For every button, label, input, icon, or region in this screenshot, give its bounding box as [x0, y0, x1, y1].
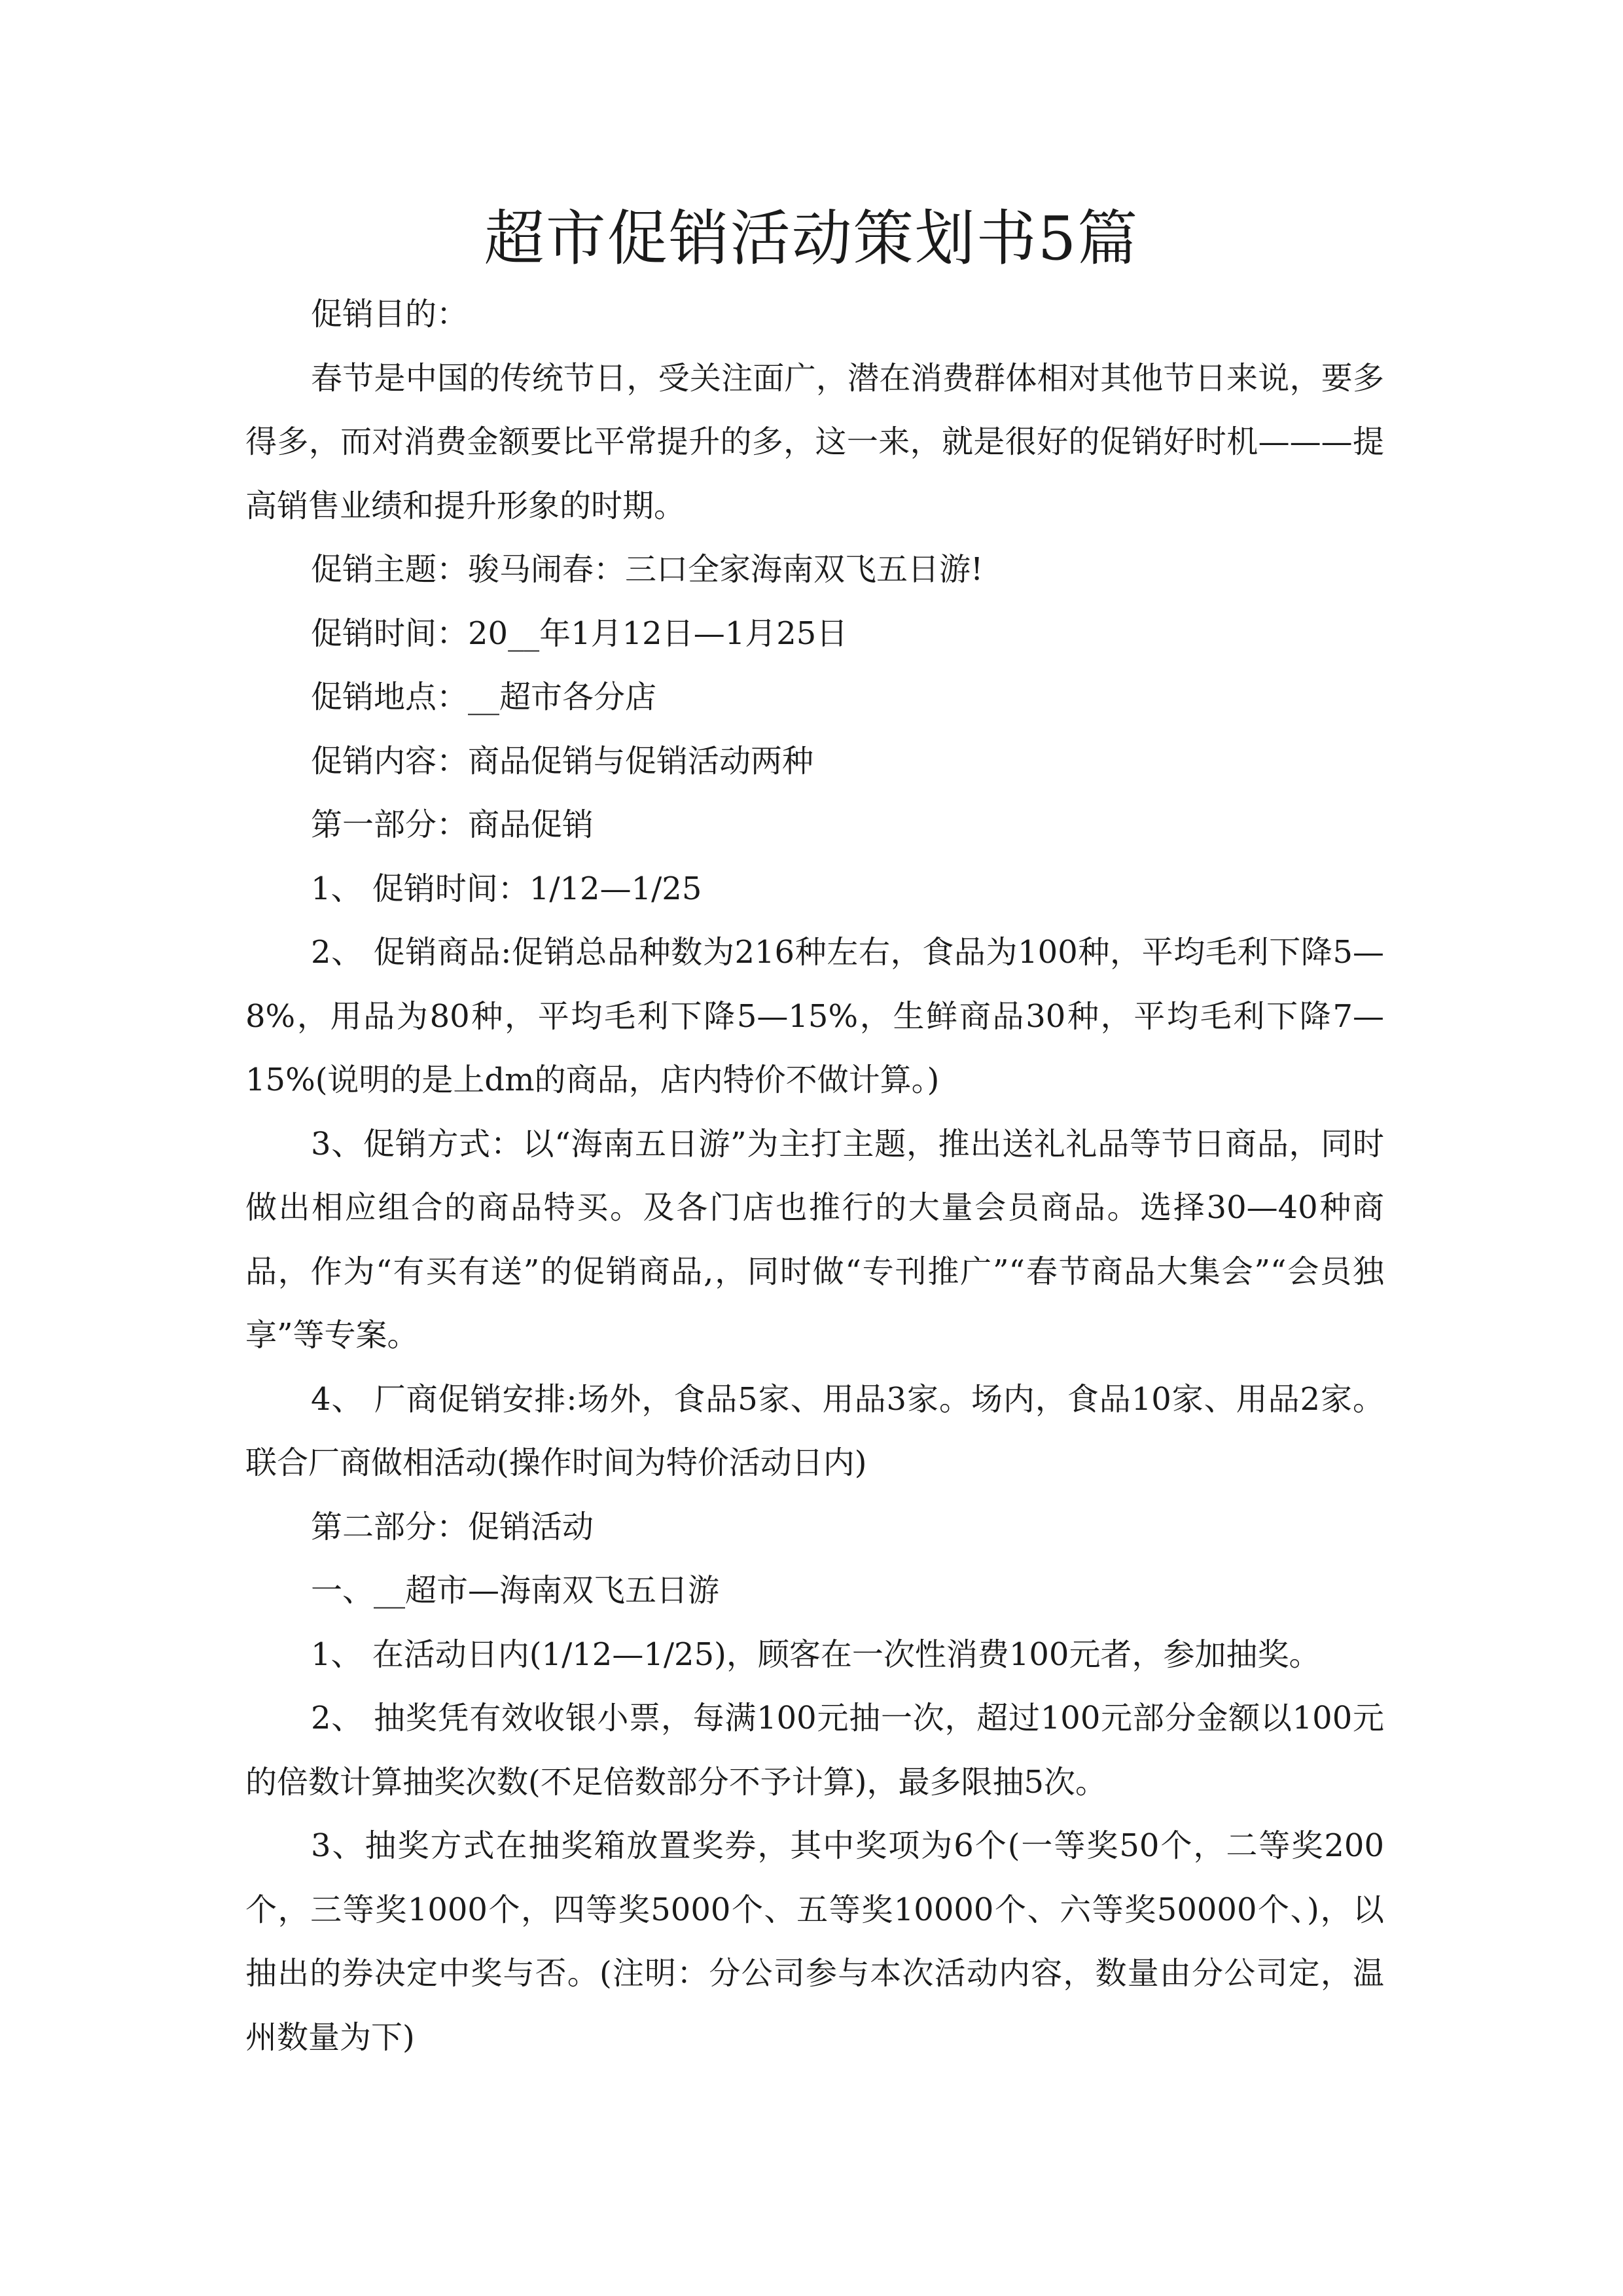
subsection-heading: 一、__超市—海南双飞五日游: [311, 1572, 720, 1609]
list-item: 1、 促销时间：1/12—1/25: [311, 870, 702, 907]
paragraph-theme: 促销主题：骏马闹春：三口全家海南双飞五日游!: [311, 551, 984, 588]
list-item: 3、促销方式：以“海南五日游”为主打主题，推出送礼礼品等节日商品，同时做出相应组合的商品特买。及各门店也推行的大量会员商品。选择30—40种商品，作为“有买有送”的促销商品,，同时做“专刊推广”“春节商品大集会”“会员独享”等专案。: [245, 1125, 1384, 1354]
list-item: 3、抽奖方式在抽奖箱放置奖券，其中奖项为6个(一等奖50个，二等奖200个，三等奖1000个，四等奖5000个、五等奖10000个、六等奖50000个、)，以抽出的券决定中奖与否。(注明：分公司参与本次活动内容，数量由分公司定，温州数量为下): [245, 1827, 1384, 2056]
document-title: 超市促销活动策划书5篇: [484, 204, 1139, 274]
paragraph-purpose-text: 春节是中国的传统节日，受关注面广，潜在消费群体相对其他节日来说，要多得多，而对消费金额要比平常提升的多，这一来，就是很好的促销好时机———提高销售业绩和提升形象的时期。: [245, 359, 1384, 524]
list-item: 4、 厂商促销安排:场外，食品5家、用品3家。场内，食品10家、用品2家。联合厂商做相活动(操作时间为特价活动日内): [245, 1380, 1384, 1481]
list-item: 2、 抽奖凭有效收银小票，每满100元抽一次，超过100元部分金额以100元的倍数计算抽奖次数(不足倍数部分不予计算)，最多限抽5次。: [245, 1700, 1384, 1801]
paragraph-location: 促销地点：__超市各分店: [311, 679, 657, 715]
paragraph-content: 促销内容：商品促销与促销活动两种: [311, 742, 814, 780]
paragraph-time: 促销时间：20__年1月12日—1月25日: [311, 615, 848, 652]
section-heading-part-two: 第二部分：促销活动: [311, 1508, 594, 1545]
document-body: [245, 283, 1384, 2070]
section-heading-part-one: 第一部分：商品促销: [311, 806, 594, 843]
list-item: 1、 在活动日内(1/12—1/25)，顾客在一次性消费100元者，参加抽奖。: [311, 1636, 1321, 1673]
list-item: 2、 促销商品:促销总品种数为216种左右，食品为100种，平均毛利下降5—8%，用品为80种，平均毛利下降5—15%，生鲜商品30种，平均毛利下降7—15%(说明的是上dm的商品，店内特价不做计算。): [245, 934, 1384, 1098]
paragraph-purpose-heading: 促销目的：: [311, 296, 469, 332]
